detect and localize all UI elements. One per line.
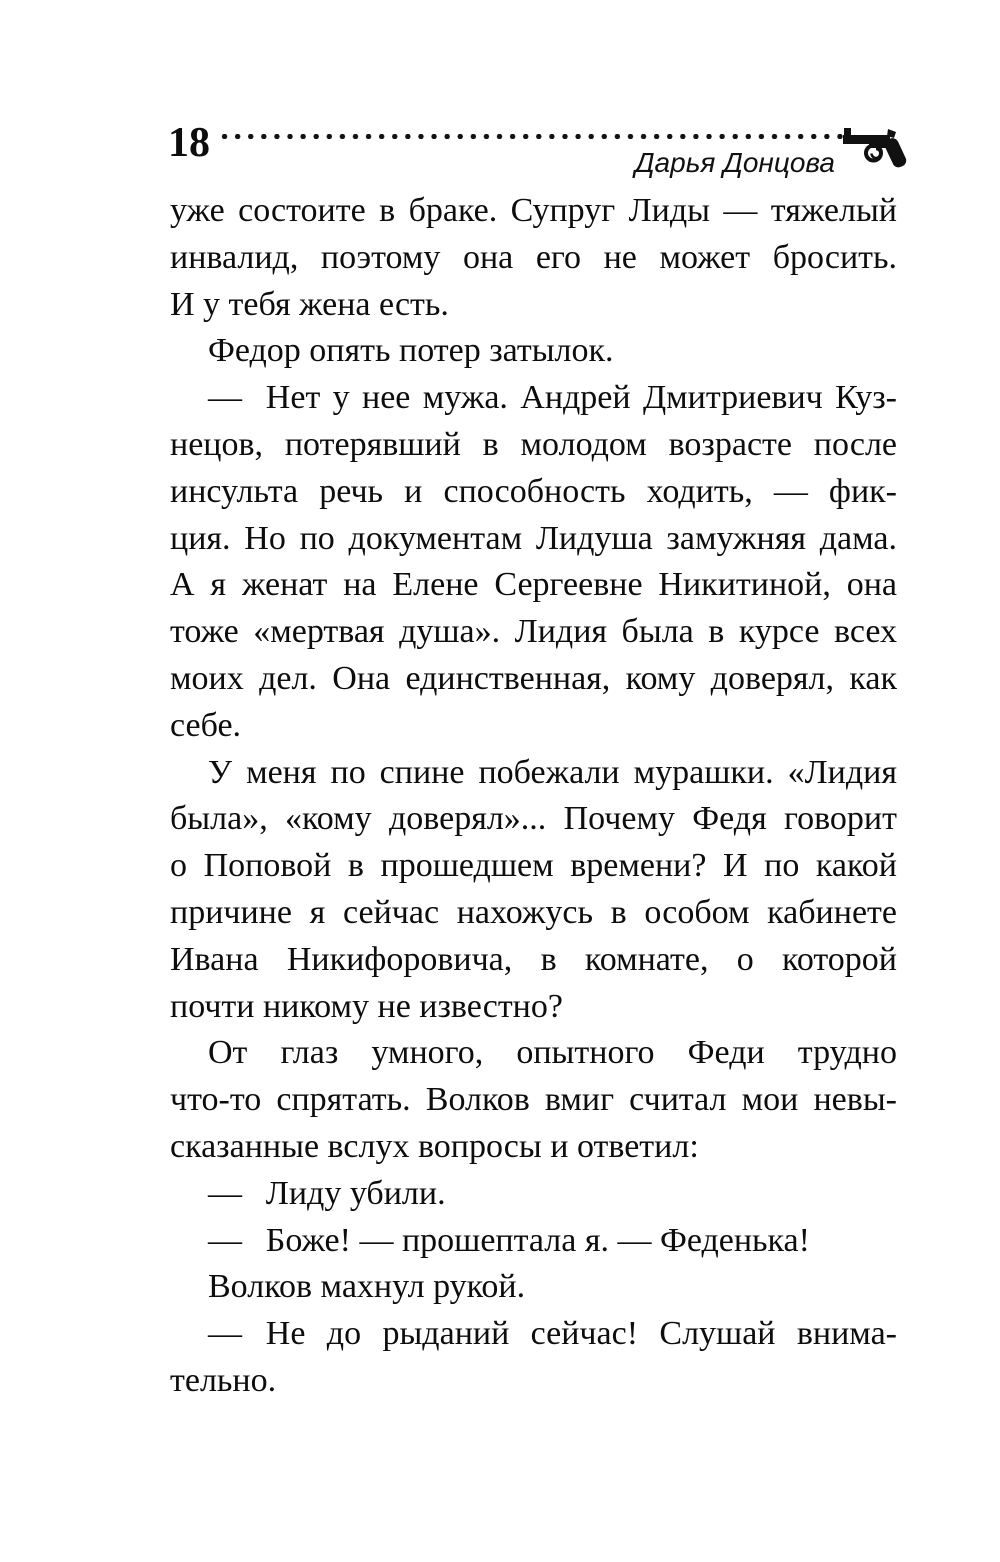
text-line: сказанные вслух вопросы и ответил: — [170, 1127, 699, 1165]
body-text — [170, 188, 897, 1405]
text-line: себе. — [170, 706, 242, 744]
text-line: что-то спрятать. Волков вмиг считал мои невы- — [170, 1081, 897, 1119]
text-line: уже состоите в браке. Супруг Лиды — тяжелый — [170, 192, 897, 229]
text-line: инвалид, поэтому она его не может бросить. — [170, 238, 897, 276]
text-line: ция. Но по документам Лидуша замужняя дама. — [170, 519, 897, 557]
text-line: Ивана Никифоровича, в комнате, о которой — [170, 940, 897, 978]
running-head-author: Дарья Донцова — [634, 147, 835, 178]
revolver-icon — [843, 123, 907, 173]
text-line: — Нет у нее мужа. Андрей Дмитриевич Куз- — [208, 379, 897, 417]
text-line: нецов, потерявший в молодом возрасте после — [170, 425, 897, 463]
paragraph — [170, 1030, 897, 1170]
text-line: — Не до рыданий сейчас! Слушай внима- — [208, 1315, 897, 1353]
text-line: От глаз умного, опытного Феди трудно — [208, 1034, 897, 1072]
text-line: о Поповой в прошедшем времени? И по какой — [170, 847, 897, 885]
paragraph — [170, 375, 897, 749]
text-line: тоже «мертвая душа». Лидия была в курсе всех — [170, 613, 897, 651]
text-line: — Боже! — прошептала я. — Феденька! — [208, 1221, 810, 1259]
paragraph — [170, 1171, 897, 1218]
paragraph — [170, 328, 897, 375]
text-line: моих дел. Она единственная, кому доверял, как — [170, 659, 897, 697]
page-header — [0, 0, 1000, 190]
paragraph — [170, 750, 897, 1031]
paragraph — [170, 1218, 897, 1265]
text-line: А я женат на Елене Сергеевне Никитиной, она — [170, 566, 897, 604]
text-line: Федор опять потер затылок. — [208, 332, 614, 370]
page-number: 18 — [168, 120, 210, 166]
text-line: была», «кому доверял»... Почему Федя говорит — [170, 800, 897, 838]
paragraph — [170, 1311, 897, 1405]
paragraph — [170, 188, 897, 328]
dotted-separator — [218, 133, 846, 140]
text-line: И у тебя жена есть. — [170, 285, 449, 323]
text-line: причине я сейчас нахожусь в особом кабинете — [170, 893, 897, 931]
text-line: почти никому не известно? — [170, 987, 563, 1025]
paragraph — [170, 1264, 897, 1311]
text-line: Волков махнул рукой. — [208, 1268, 526, 1306]
text-line: У меня по спине побежали мурашки. «Лидия — [208, 753, 897, 791]
text-line: инсульта речь и способность ходить, — фик- — [170, 472, 897, 510]
text-line: — Лиду убили. — [208, 1174, 446, 1212]
text-line: тельно. — [170, 1361, 277, 1399]
